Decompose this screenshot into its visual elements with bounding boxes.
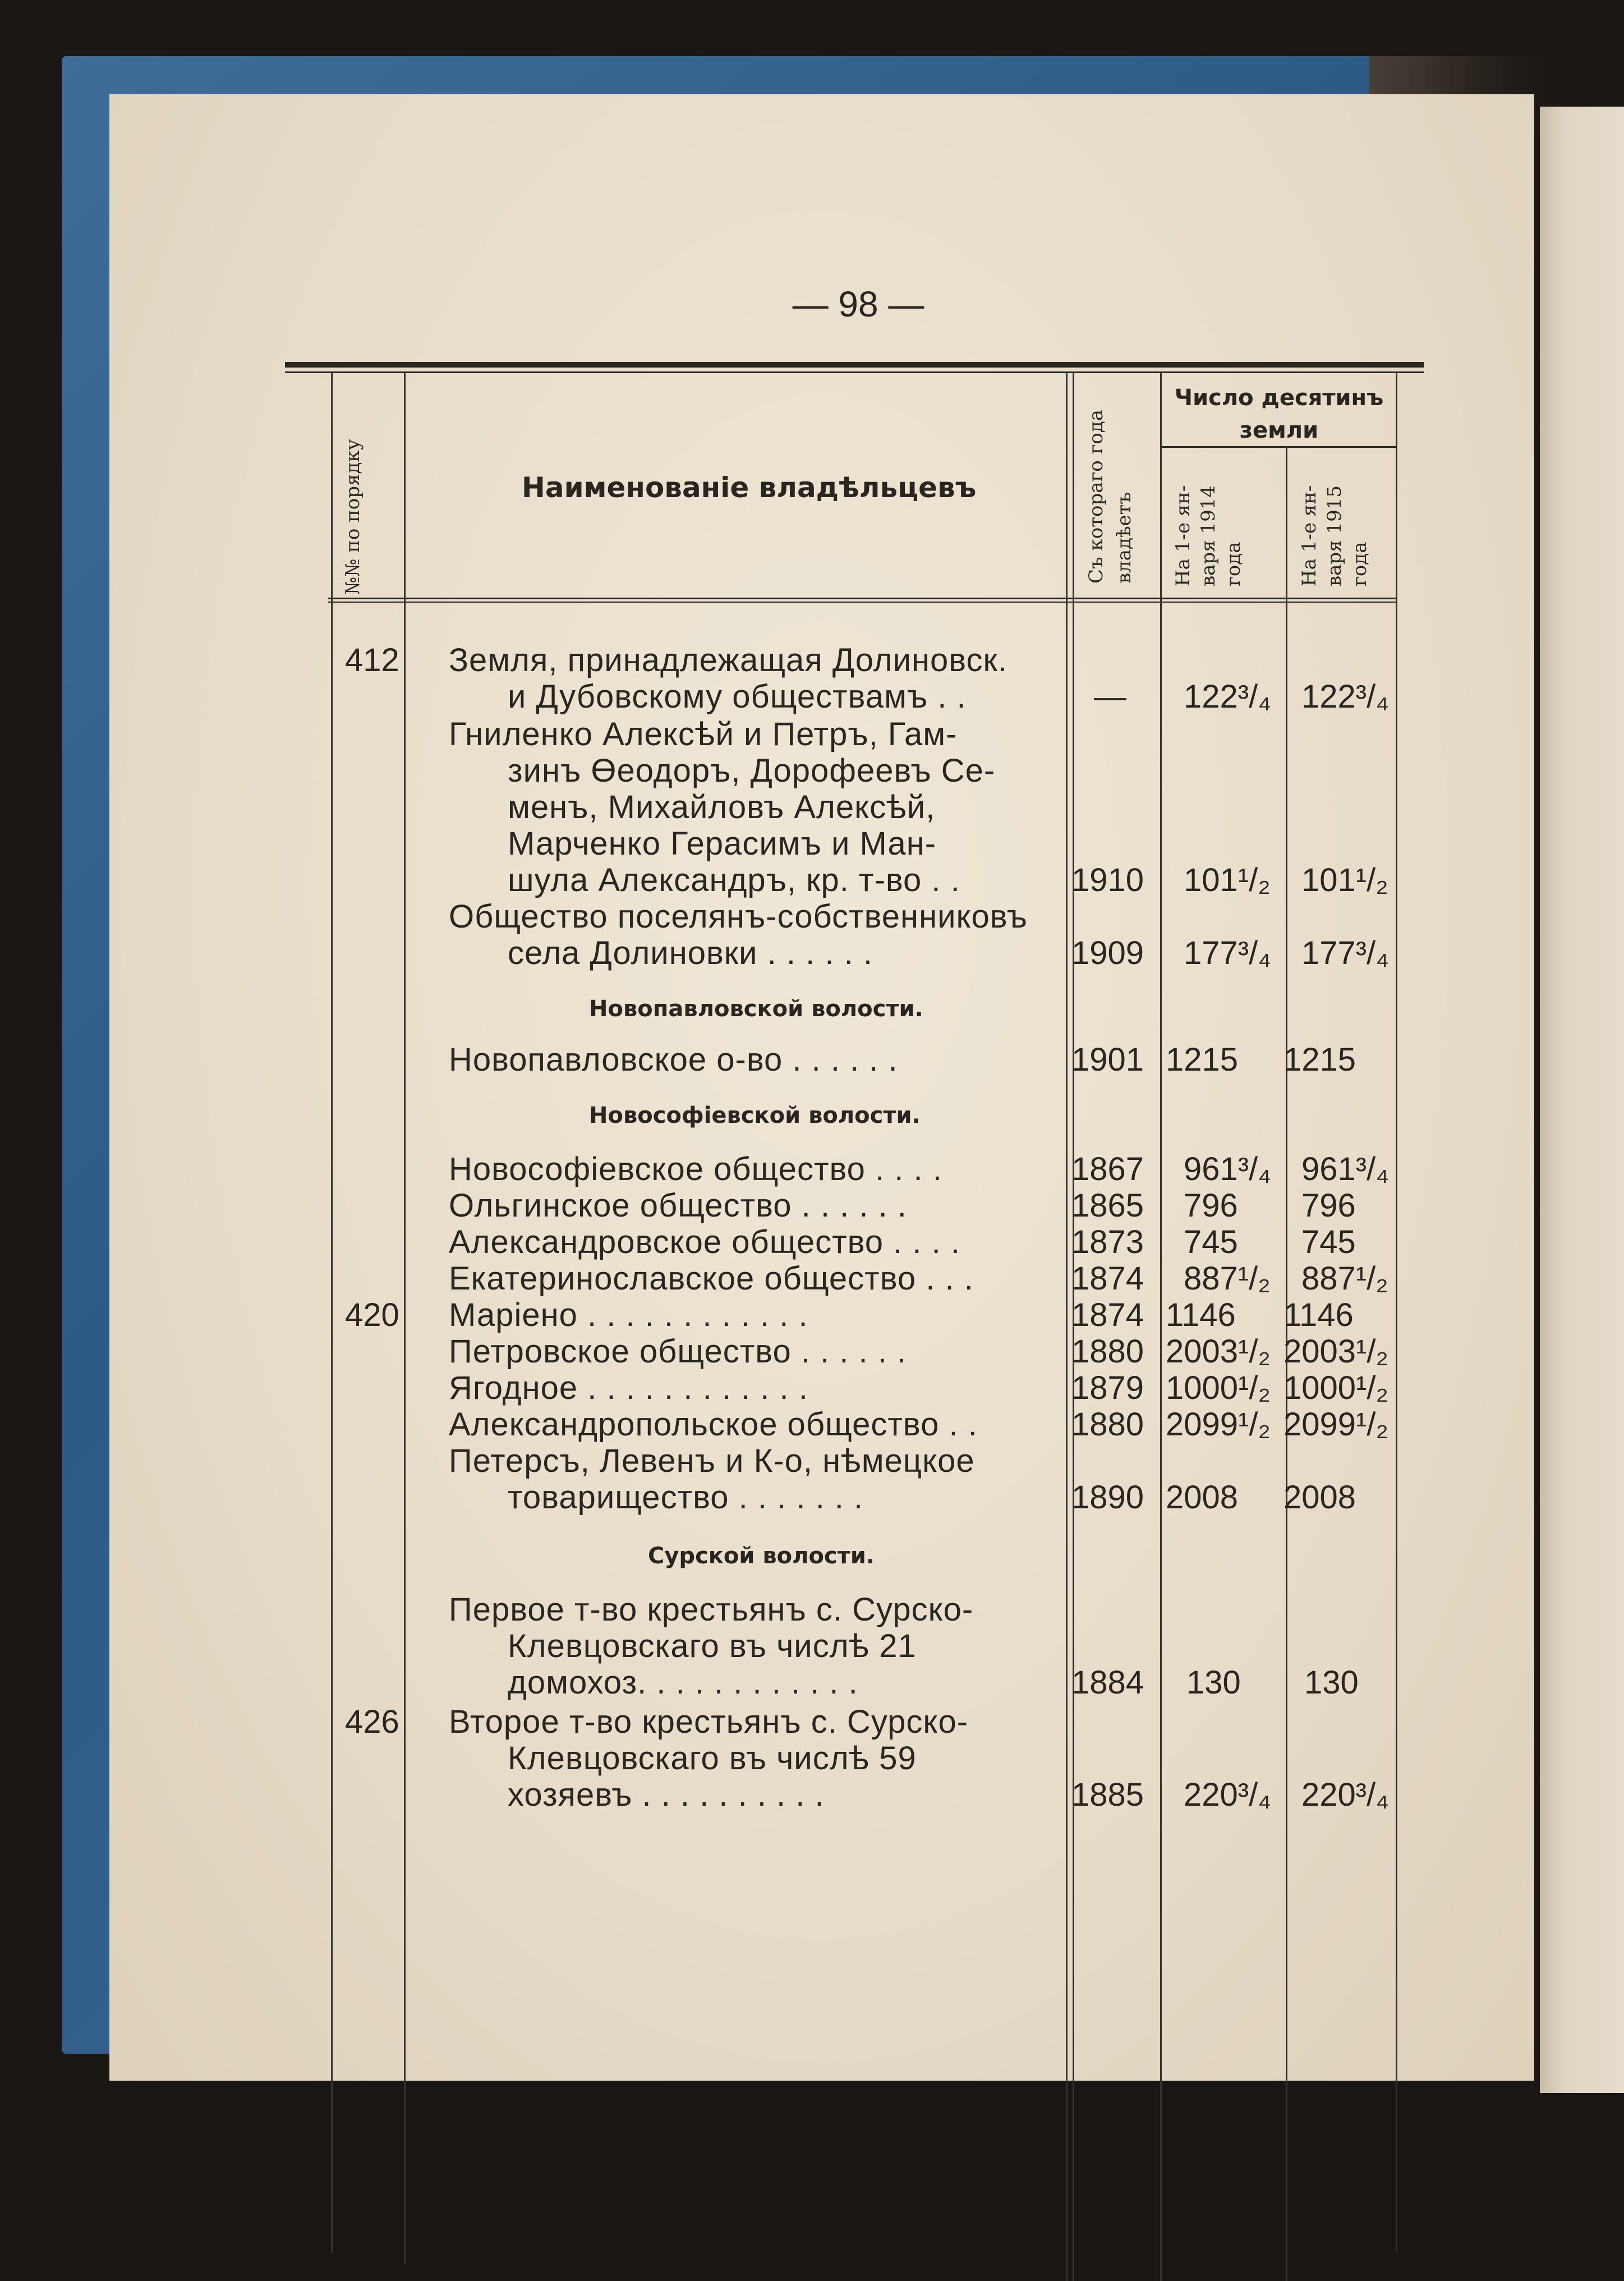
table-top-rule (285, 362, 1424, 368)
row-area-1915: 887¹/₂ (1301, 1260, 1388, 1297)
header-1915-3: года (1349, 541, 1371, 586)
row-year: 1879 (1071, 1370, 1144, 1406)
header-col-year-1: Съ котораго года (1085, 409, 1107, 584)
row-no: 412 (345, 642, 399, 678)
header-1914-3: года (1222, 541, 1245, 586)
row-name-line: зинъ Өеодоръ, Дорофеевъ Се- (508, 752, 996, 789)
row-year: — (1094, 678, 1126, 715)
row-area-1915: 1000¹/₂ (1283, 1370, 1388, 1406)
row-year: 1873 (1071, 1224, 1144, 1260)
row-year: 1910 (1071, 862, 1144, 898)
row-name-line: шула Александръ, кр. т-во . . (508, 862, 960, 898)
row-name-line: Марченко Герасимъ и Ман- (508, 825, 937, 862)
header-bottom-rule-2 (328, 602, 1397, 603)
row-name-line: Клевцовскаго въ числѣ 59 (508, 1740, 917, 1777)
row-area-1914: 1146 (1166, 1297, 1236, 1333)
row-area-1915: 745 (1301, 1224, 1356, 1260)
row-name-line: Ольгинское общество . . . . . . (449, 1187, 907, 1224)
row-area-1914: 2099¹/₂ (1166, 1406, 1271, 1443)
row-name-line: села Долиновки . . . . . . (508, 935, 873, 971)
header-1914-1: На 1-е ян- (1172, 485, 1194, 586)
header-1915-2: варя 1915 (1323, 485, 1346, 586)
row-year: 1890 (1071, 1479, 1144, 1516)
row-name-line: Второе т-во крестьянъ с. Сурско- (449, 1704, 969, 1740)
page-number: — 98 — (792, 284, 924, 324)
row-name-line: Новопавловское о-во . . . . . . (449, 1041, 898, 1078)
header-col-name: Наименованіе владѣльцевъ (522, 471, 977, 504)
col-line-year (1160, 373, 1162, 2281)
header-1914-2: варя 1914 (1197, 485, 1220, 586)
row-area-1915: 2008 (1283, 1479, 1356, 1516)
header-col-no: №№ по порядку (342, 439, 364, 595)
row-name-line: Новософіевское общество . . . . (449, 1151, 942, 1187)
row-area-1915: 961³/₄ (1301, 1151, 1389, 1187)
header-bottom-rule (328, 598, 1397, 599)
header-1915-1: На 1-е ян- (1298, 485, 1321, 586)
row-area-1914: 2003¹/₂ (1166, 1333, 1271, 1370)
section-title: Сурской волости. (648, 1543, 875, 1569)
row-area-1914: 122³/₄ (1184, 678, 1271, 715)
row-area-1914: 130 (1186, 1664, 1241, 1701)
col-line-no (404, 373, 406, 2264)
row-name-line: Петровское общество . . . . . . (449, 1333, 907, 1370)
header-col-area (1167, 382, 1391, 447)
row-area-1914: 745 (1184, 1224, 1238, 1260)
row-area-1915: 101¹/₂ (1301, 862, 1388, 898)
row-area-1914: 961³/₄ (1184, 1151, 1271, 1187)
row-no: 420 (345, 1297, 399, 1333)
row-area-1915: 1215 (1283, 1041, 1356, 1078)
table-top-rule-thin (285, 371, 1424, 373)
row-name-line: домохоз. . . . . . . . . . . . (508, 1664, 858, 1701)
row-area-1915: 1146 (1283, 1297, 1354, 1333)
row-name-line: Ягодное . . . . . . . . . . . . (449, 1370, 808, 1406)
row-year: 1874 (1071, 1297, 1144, 1333)
row-area-1915: 2099¹/₂ (1283, 1406, 1388, 1443)
row-area-1915: 122³/₄ (1301, 678, 1389, 715)
row-name-line: и Дубовскому обществамъ . . (508, 678, 967, 715)
row-area-1915: 177³/₄ (1301, 935, 1389, 971)
row-name-line: Александровское общество . . . . (449, 1224, 960, 1260)
row-area-1914: 1000¹/₂ (1166, 1370, 1271, 1406)
next-page-edge (1540, 107, 1624, 2093)
row-area-1914: 1215 (1166, 1041, 1239, 1078)
header-col-area-text: Число десятинъ земли (1174, 385, 1384, 443)
row-year: 1901 (1071, 1041, 1144, 1078)
row-year: 1884 (1071, 1664, 1144, 1701)
row-area-1914: 796 (1184, 1187, 1238, 1224)
row-year: 1885 (1071, 1777, 1144, 1813)
row-name-line: Маріено . . . . . . . . . . . . (449, 1297, 808, 1333)
row-name-line: Клевцовскаго въ числѣ 21 (508, 1628, 917, 1664)
row-year: 1880 (1071, 1333, 1144, 1370)
row-area-1914: 101¹/₂ (1184, 862, 1271, 898)
row-name-line: Екатеринославское общество . . . (449, 1260, 974, 1297)
row-area-1915: 796 (1301, 1187, 1356, 1224)
row-name-line: товарищество . . . . . . . (508, 1479, 864, 1516)
row-area-1915: 2003¹/₂ (1283, 1333, 1388, 1370)
row-name-line: Земля, принадлежащая Долиновск. (449, 642, 1007, 678)
row-area-1914: 220³/₄ (1184, 1777, 1271, 1813)
section-title: Новопавловской волости. (589, 996, 923, 1022)
row-name-line: хозяевъ . . . . . . . . . . (508, 1777, 825, 1813)
row-name-line: Гниленко Алексѣй и Петръ, Гам- (449, 716, 958, 752)
row-name-line: Общество поселянъ-собственниковъ (449, 898, 1028, 935)
row-area-1915: 220³/₄ (1301, 1777, 1389, 1813)
row-name-line: Петерсъ, Левенъ и К-о, нѣмецкое (449, 1443, 975, 1479)
row-area-1915: 130 (1304, 1664, 1359, 1701)
row-name-line: Первое т-во крестьянъ с. Сурско- (449, 1591, 974, 1628)
section-title: Новософіевской волости. (589, 1103, 921, 1128)
col-line-left (331, 373, 333, 2253)
col-line-name (1066, 373, 1068, 2281)
row-area-1914: 887¹/₂ (1184, 1260, 1271, 1297)
row-year: 1874 (1071, 1260, 1144, 1297)
row-area-1914: 2008 (1166, 1479, 1239, 1516)
row-year: 1865 (1071, 1187, 1144, 1224)
row-year: 1867 (1071, 1151, 1144, 1187)
row-no: 426 (345, 1704, 399, 1740)
row-year: 1909 (1071, 935, 1144, 971)
header-col-year-2: владѣетъ (1113, 492, 1135, 584)
row-name-line: Александропольское общество . . (449, 1406, 978, 1443)
row-year: 1880 (1071, 1406, 1144, 1443)
row-area-1914: 177³/₄ (1184, 935, 1271, 971)
row-name-line: менъ, Михайловъ Алексѣй, (508, 789, 936, 825)
col-line-right (1396, 373, 1397, 2253)
